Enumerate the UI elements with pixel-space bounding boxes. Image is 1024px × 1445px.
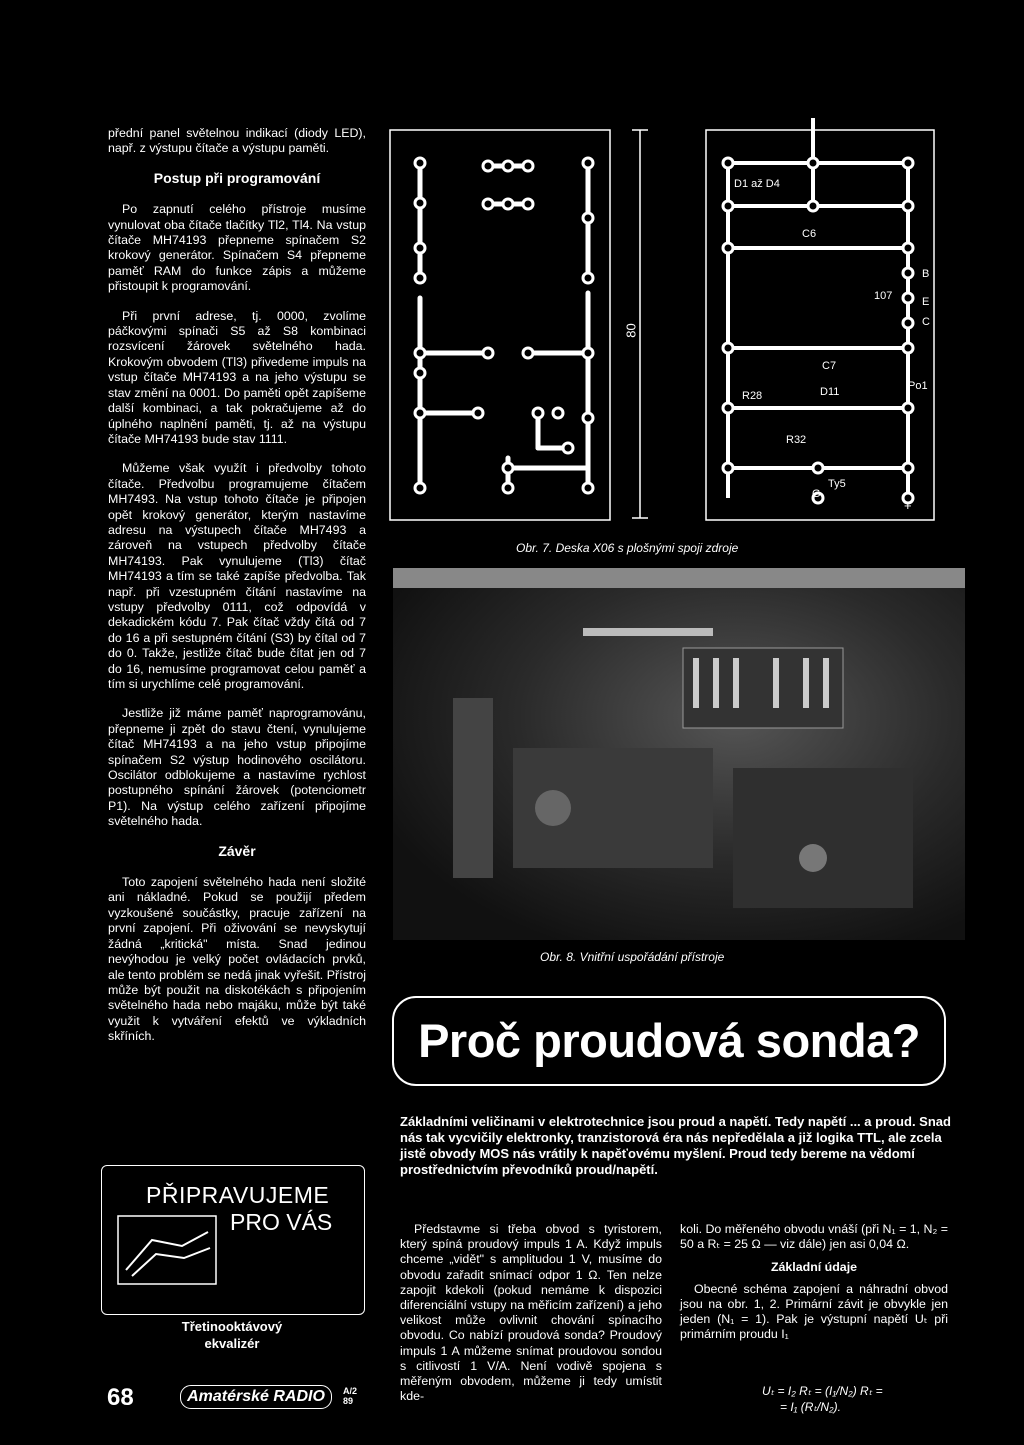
fig7-label-c: C xyxy=(922,316,930,328)
article-col2-text-b: Obecné schéma zapojení a náhradní obvod jsou na obr. 1, 2. Primární závit je obvykle jen jeden (N₁ = 1). Pak je výstupní napětí Uₜ při primárním proudu I₁ xyxy=(680,1281,948,1342)
heading-conclusion: Závěr xyxy=(218,842,256,859)
article-col2-heading: Základní údaje xyxy=(770,1260,858,1275)
ad-line-2: PRO VÁS xyxy=(230,1209,333,1235)
fig7-label-d1-d4: D1 až D4 xyxy=(734,178,780,190)
article-col1-text: Představme si třeba obvod s tyristorem, který spíná proudový impuls 1 A. Když impuls chceme „vidět" s amplitudou 1 V, musíme do obvodu zařadit snímací odpor 1 Ω. Ten nelze zapojit kdekoli (pokud nemáme k dispozici diferenciální vstupy na měřicím zařízení) a jeho velikost může ovlivnit chování spínacího obvodu. Co nabízí proudová sonda? Proudový impuls 1 A můžeme snímat proudovou sondou s citlivostí 1 V/A. Není vodivě spojena s měřeným obvodem, můžeme ji tedy umístit kde- xyxy=(400,1222,662,1404)
fig7-label-plus: + xyxy=(904,498,912,513)
fig7-label-ty5: Ty5 xyxy=(828,478,846,490)
paragraph-2: Při první adrese, tj. 0000, zvolíme páčkovými spínači S5 až S8 kombinaci rozsvícení žárovek světelného hada. Krokovým obvodem (Tl3) přivedeme impuls na vstup čítače MH74193 a na jeho výstupu se stav změní na 0001. Do paměti opět zapíšeme další kombinaci, a tak pokračujeme až do úplného naplnění paměti, tj. až na výstupu čítače MH74193 bude stav 1111. xyxy=(108,308,366,446)
preparing-ad-box xyxy=(101,1165,365,1315)
figure-8-photo xyxy=(393,568,965,940)
fig7-label-po1: Po1 xyxy=(908,380,928,392)
article-column-2 xyxy=(680,1222,948,1342)
fig7-label-107: 107 xyxy=(874,290,893,302)
formula-line-1: Uₜ = I₂ Rₜ = (I₁/N₂) Rₜ = xyxy=(762,1384,883,1398)
hand-icon xyxy=(112,1210,222,1290)
fig7-label-b: B xyxy=(922,268,930,280)
paragraph-4: Jestliže již máme paměť naprogramovánu, přepneme ji zpět do stavu čtení, vynulujeme čítač MH74193 a na jeho vstup připojíme spínačem S2 výstup hodinového oscilátoru. Oscilátor odblokujeme a nastavíme rychlost postupného spínání žárovek (potenciometr P1). Na výstup celého zařízení připojíme světelného hada. xyxy=(108,706,366,829)
fig7-label-c6: C6 xyxy=(802,228,817,240)
fig7-label-c7: C7 xyxy=(822,360,837,372)
fig7-label-g: G xyxy=(812,488,821,500)
issue-bottom: 89 xyxy=(343,1396,354,1406)
figure-8-caption: Obr. 8. Vnitřní uspořádání přístroje xyxy=(540,950,725,964)
issue-top: A/2 xyxy=(343,1386,358,1396)
fig7-label-r28: R28 xyxy=(742,390,763,402)
page-number: 68 xyxy=(107,1384,134,1411)
magazine-logo: Amatérské RADIO xyxy=(180,1385,332,1409)
heading-programming: Postup při programování xyxy=(153,169,321,186)
device-interior-image xyxy=(393,568,965,940)
article-column-1 xyxy=(400,1222,662,1404)
paragraph-5: Toto zapojení světelného hada není složité ani nákladné. Pokud se použijí předem vyzkoušené součástky, pracuje zařízení na první zapojení. Při oživování se nevyskytují žádná „kritická" místa. Snad jedinou nevýhodou je velký počet ovládacích prvků, ale tento problém se nedá jinak vyřešit. Přístroj může být použit na diskotékách s připojením světelného hada nebo majáku, může být také využit k vytváření efektů ve výkladních skříních. xyxy=(108,875,366,1044)
fig7-label-e: E xyxy=(922,296,930,308)
intro-paragraph: přední panel světelnou indikací (diody LED), např. z výstupu čítače a výstupu paměti. xyxy=(108,126,366,156)
article-headline: Proč proudová sonda? xyxy=(392,996,946,1086)
ad-subtitle-line-1: Třetinooktávový xyxy=(181,1319,283,1334)
paragraph-1: Po zapnutí celého přístroje musíme vynulovat oba čítače tlačítky Tl2, Tl4. Na vstup čítače MH74193 přepneme spínačem S2 krokový generátor. Spínačem S4 přepneme paměť RAM do funkce zápis a můžeme přistoupit k programování. xyxy=(108,202,366,294)
article-lead: Základními veličinami v elektrotechnice jsou proud a napětí. Tedy napětí ... a proud. Snad nás tak vycvičily elektronky, tranzistorová éra nás nepředělala a již logika TTL, ale zcela jistě obvody MOS nás vrátily k napěťovému myšlení. Proud tedy bereme na vědomí prostřednictvím převodníků proud/napětí. xyxy=(400,1114,951,1177)
left-text-column xyxy=(108,126,366,1059)
pcb-drawing xyxy=(388,118,948,528)
ad-line-1: PŘIPRAVUJEME xyxy=(146,1182,330,1208)
article-col2-text-a: koli. Do měřeného obvodu vnáší (při N₁ = 1, N₂ = 50 a Rₜ = 25 Ω — viz dále) jen asi 0,04 Ω. xyxy=(680,1222,948,1252)
paragraph-3: Můžeme však využít i předvolby tohoto čítače. Předvolbu programujeme čítačem MH7493. Na vstup tohoto čítače je připojen opět krokový generátor, kterým nastavíme adresu na výstupech čítače MH7493 a zároveň na vstupech předvolby čítače MH74193. Pak vynulujeme (Tl3) čítač MH74193 a tím se také zapíše předvolba. Tak např. při vzestupném čítání nastavíme na vstupy předvolby 0111, což odpovídá v dekadickém kódu 7. Pak čítač vždy čítá od 7 do 16 a při sestupném čítání (S3) by čítal od 7 do 0. Takže, jestliže čítač bude čítat jen od 7 do 16, nemusíme programovat celou paměť a tím si urychlíme celé programování. xyxy=(108,461,366,691)
issue-number xyxy=(343,1386,357,1406)
ad-subtitle xyxy=(101,1318,363,1352)
fig7-label-r32: R32 xyxy=(786,434,807,446)
figure-7-caption: Obr. 7. Deska X06 s plošnými spoji zdroje xyxy=(516,541,739,555)
ad-subtitle-line-2: ekvalizér xyxy=(204,1336,260,1351)
fig7-label-d11: D11 xyxy=(820,386,840,398)
formula-line-2: = I₁ (Rₜ/N₂). xyxy=(780,1400,841,1414)
figure-7 xyxy=(388,118,948,528)
fig7-dimension-label: 80 xyxy=(623,323,639,338)
